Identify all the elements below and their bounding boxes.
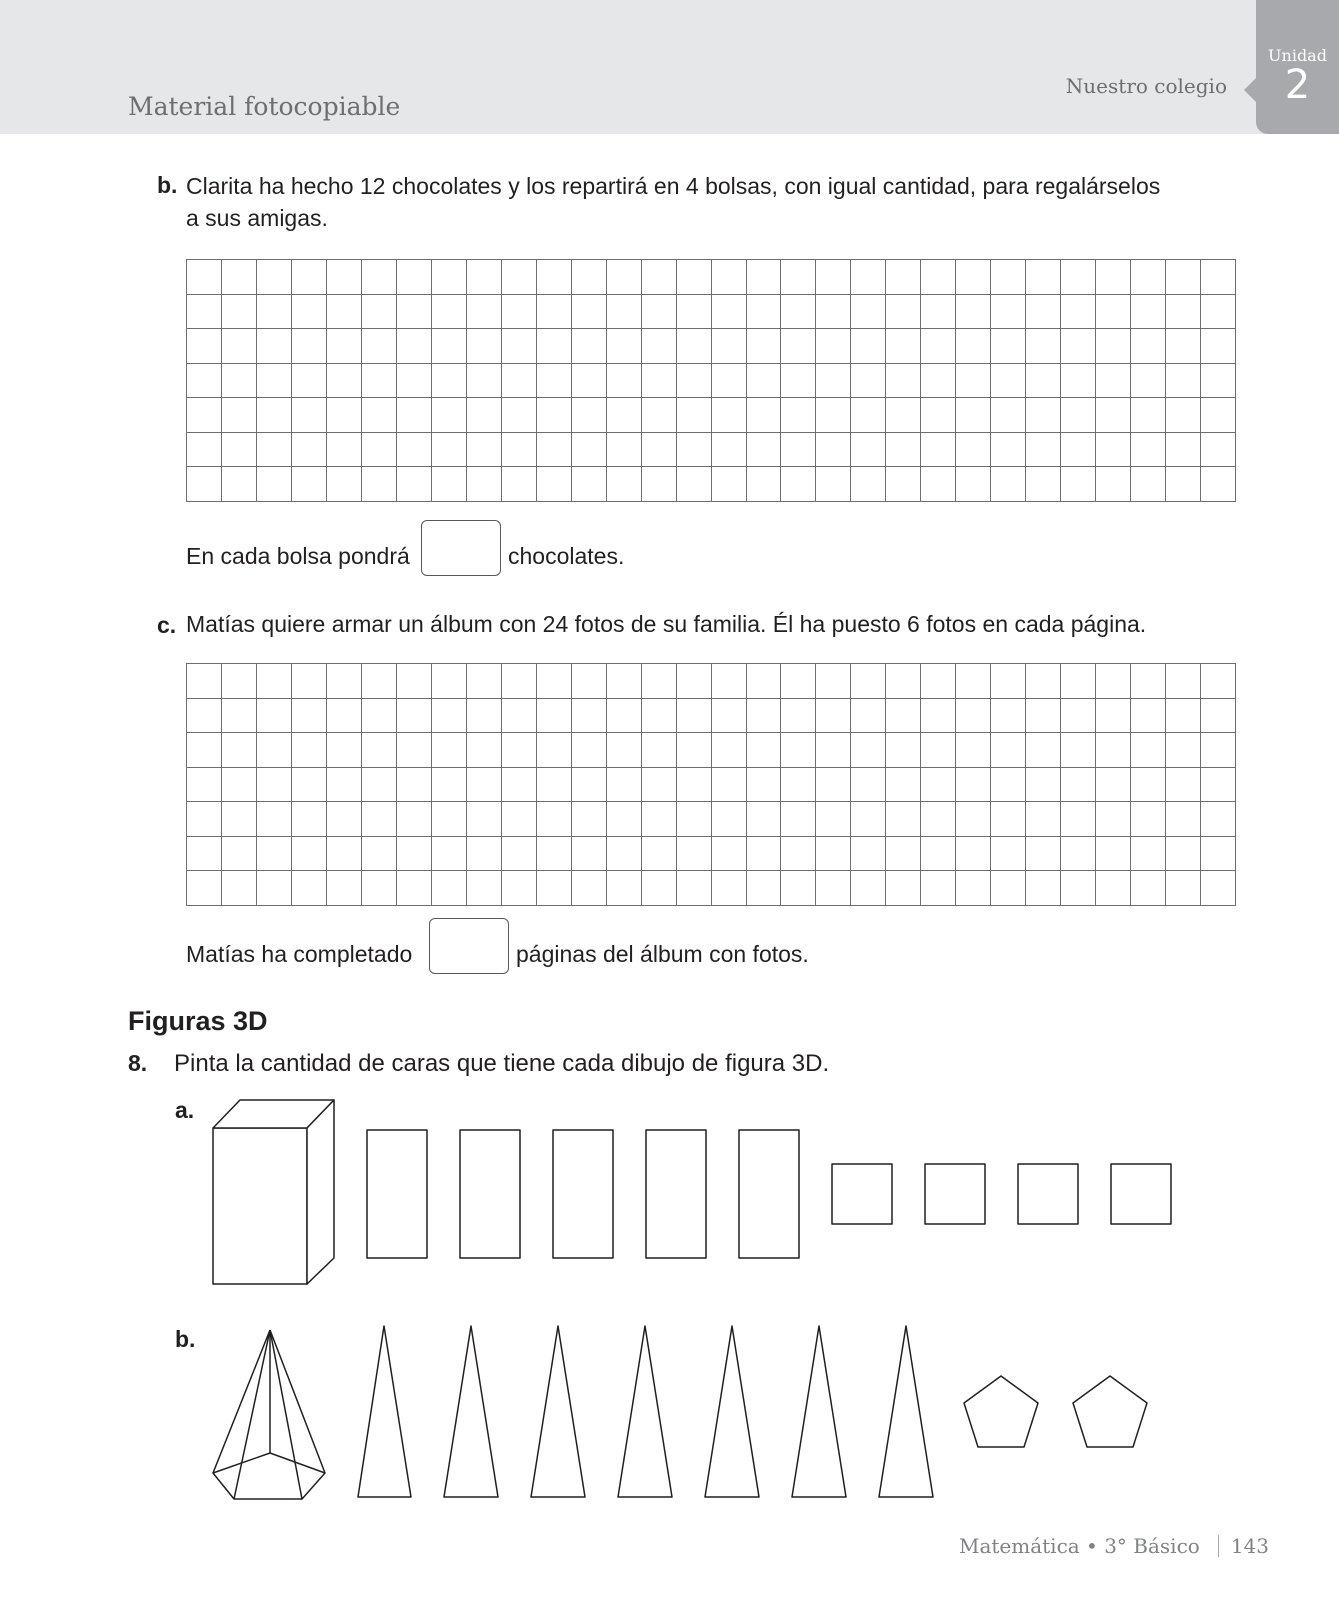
face-rectangle-1[interactable] — [367, 1130, 427, 1258]
face-rectangle-5[interactable] — [739, 1130, 799, 1258]
pentagonal-pyramid-drawing — [213, 1330, 325, 1499]
face-rectangle-4[interactable] — [646, 1130, 706, 1258]
exercise-b-line2: a sus amigas. — [186, 205, 328, 231]
exercise-c-answer-before: Matías ha completado — [186, 941, 413, 967]
face-triangle-6[interactable] — [792, 1326, 846, 1497]
section-name: Nuestro colegio — [1065, 74, 1227, 98]
face-square-1[interactable] — [832, 1164, 892, 1224]
exercise-b-line1: Clarita ha hecho 12 chocolates y los repartirá en 4 bolsas, con igual cantidad, para regalárselos — [186, 173, 1161, 199]
unit-label: Unidad — [1268, 46, 1327, 65]
exercise-b-label: b. — [157, 172, 178, 198]
face-triangle-2[interactable] — [444, 1326, 498, 1497]
footer — [959, 1534, 1269, 1558]
exercise-8-number: 8. — [128, 1050, 148, 1076]
face-square-2[interactable] — [925, 1164, 985, 1224]
face-square-4[interactable] — [1111, 1164, 1171, 1224]
exercise-8b-label: b. — [175, 1326, 196, 1352]
exercise-b-answer-after: chocolates. — [508, 543, 625, 569]
page-number: 143 — [1230, 1534, 1269, 1558]
section-title: Figuras 3D — [128, 1006, 268, 1036]
face-triangle-4[interactable] — [618, 1326, 672, 1497]
rectangular-prism-drawing — [213, 1100, 334, 1284]
exercise-8a-label: a. — [175, 1097, 195, 1123]
face-triangle-5[interactable] — [705, 1326, 759, 1497]
face-triangle-7[interactable] — [879, 1326, 933, 1497]
face-triangle-1[interactable] — [358, 1326, 411, 1497]
exercise-c-label: c. — [157, 612, 177, 638]
exercise-8-instruction: Pinta la cantidad de caras que tiene cada dibujo de figura 3D. — [174, 1050, 830, 1077]
exercise-b-answer-before: En cada bolsa pondrá — [186, 543, 410, 569]
face-rectangle-2[interactable] — [460, 1130, 520, 1258]
face-pentagon-1[interactable] — [964, 1376, 1038, 1447]
unit-number: 2 — [1284, 62, 1311, 108]
header-title: Material fotocopiable — [128, 92, 401, 121]
exercise-c-text: Matías quiere armar un álbum con 24 fotos de su familia. Él ha puesto 6 fotos en cada página. — [186, 611, 1147, 637]
face-pentagon-2[interactable] — [1073, 1376, 1147, 1447]
footer-book: Matemática • 3° Básico — [958, 1534, 1200, 1558]
face-rectangle-3[interactable] — [553, 1130, 613, 1258]
face-triangle-3[interactable] — [531, 1326, 585, 1497]
face-square-3[interactable] — [1018, 1164, 1078, 1224]
footer-separator — [1218, 1535, 1219, 1557]
exercise-c-answer-after: páginas del álbum con fotos. — [516, 941, 809, 967]
